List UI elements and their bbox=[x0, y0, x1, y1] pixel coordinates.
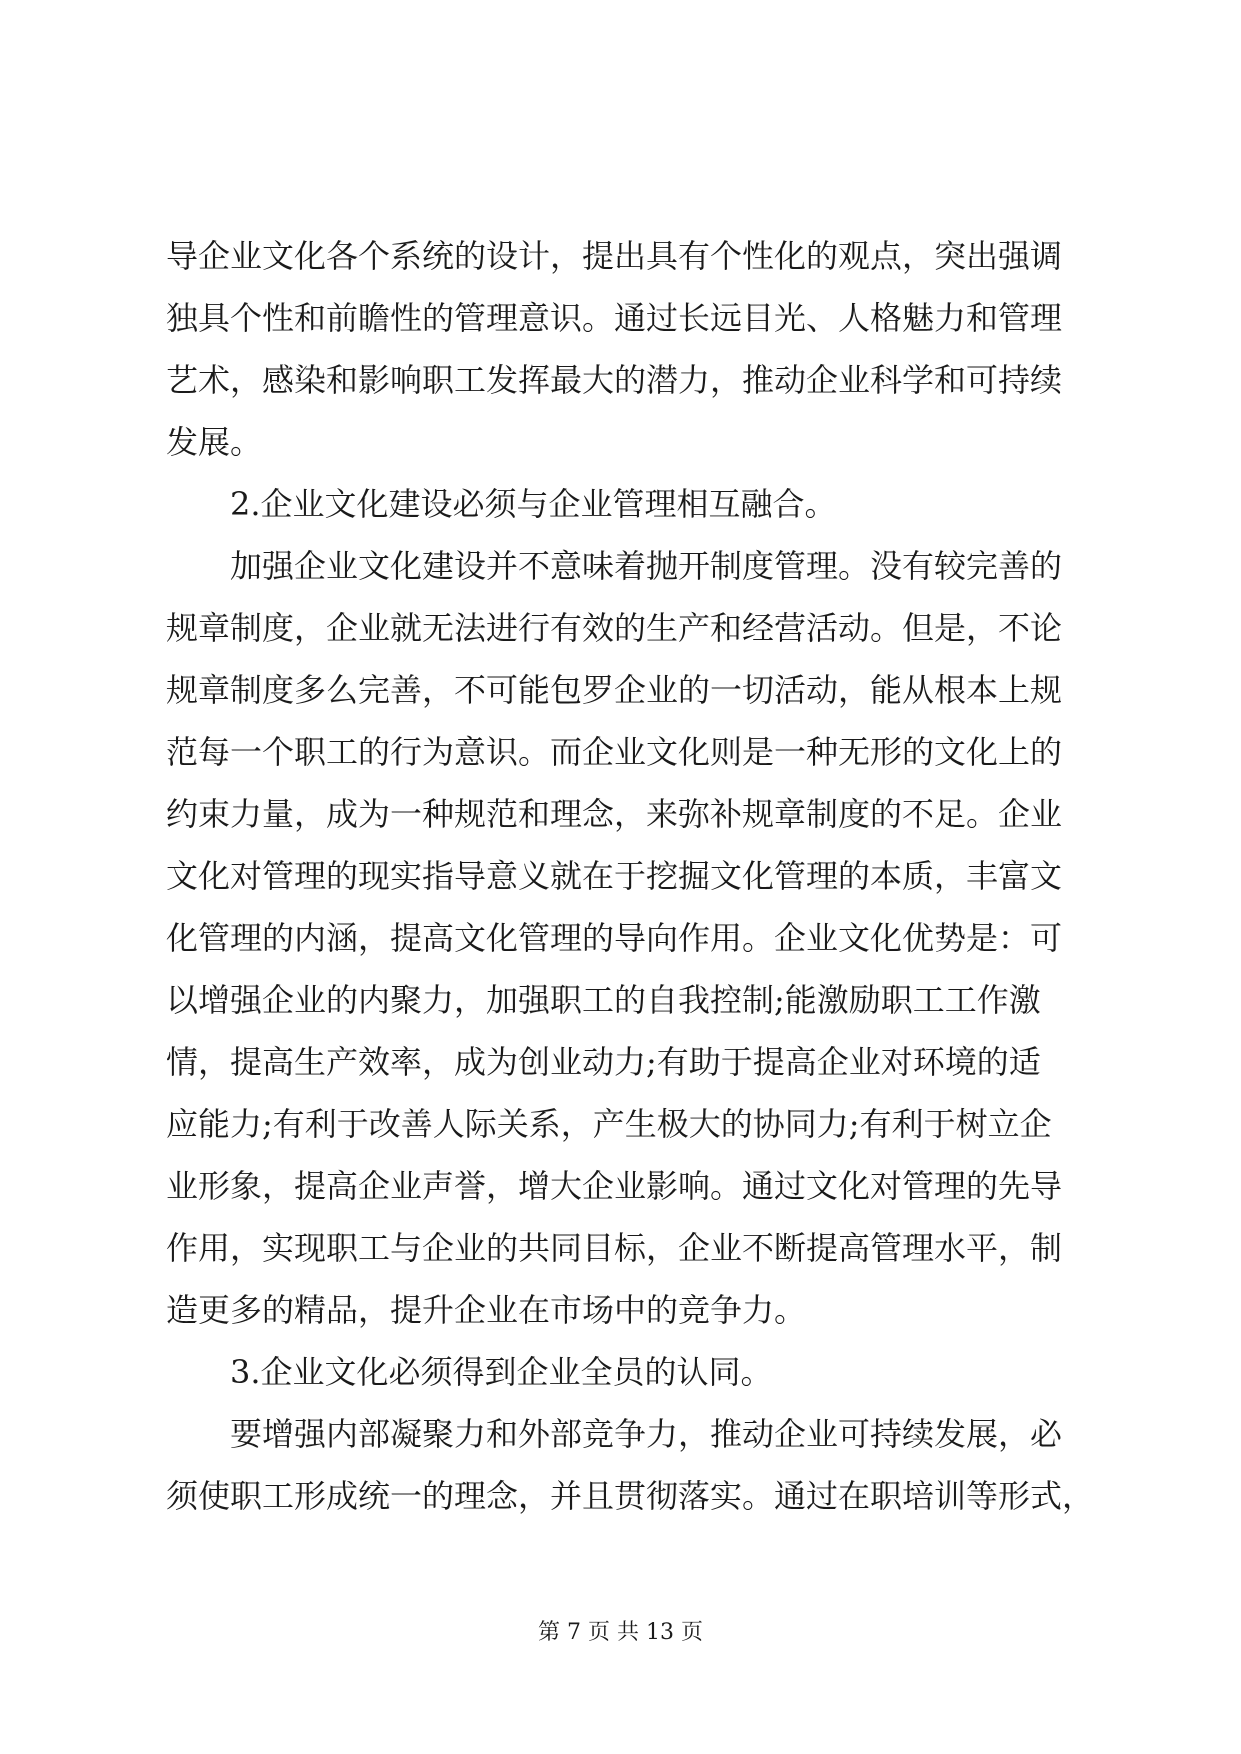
text-line: 艺术，感染和影响职工发挥最大的潜力，推动企业科学和可持续 bbox=[166, 361, 1063, 399]
text-line: 应能力;有利于改善人际关系，产生极大的协同力;有利于树立企 bbox=[166, 1105, 1052, 1143]
text-line: 要增强内部凝聚力和外部竞争力，推动企业可持续发展，必 bbox=[230, 1415, 1063, 1453]
section-heading-3: 3.企业文化必须得到企业全员的认同。 bbox=[230, 1353, 773, 1391]
text-line: 规章制度多么完善，不可能包罗企业的一切活动，能从根本上规 bbox=[166, 671, 1063, 709]
text-line: 范每一个职工的行为意识。而企业文化则是一种无形的文化上的 bbox=[166, 733, 1063, 771]
text-line: 情，提高生产效率，成为创业动力;有助于提高企业对环境的适 bbox=[166, 1043, 1041, 1081]
text-line: 加强企业文化建设并不意味着抛开制度管理。没有较完善的 bbox=[230, 547, 1063, 585]
page-number-footer: 第 7 页 共 13 页 bbox=[538, 1620, 703, 1645]
text-line: 须使职工形成统一的理念，并且贯彻落实。通过在职培训等形式， bbox=[166, 1477, 1095, 1515]
text-line: 造更多的精品，提升企业在市场中的竞争力。 bbox=[166, 1291, 807, 1329]
text-line: 发展。 bbox=[166, 423, 263, 461]
text-line: 文化对管理的现实指导意义就在于挖掘文化管理的本质，丰富文 bbox=[166, 857, 1063, 895]
text-line: 规章制度，企业就无法进行有效的生产和经营活动。但是，不论 bbox=[166, 609, 1063, 647]
text-line: 化管理的内涵，提高文化管理的导向作用。企业文化优势是：可 bbox=[166, 919, 1063, 957]
text-line: 导企业文化各个系统的设计，提出具有个性化的观点，突出强调 bbox=[166, 237, 1063, 275]
text-line: 独具个性和前瞻性的管理意识。通过长远目光、人格魅力和管理 bbox=[166, 299, 1063, 337]
text-line: 作用，实现职工与企业的共同目标，企业不断提高管理水平，制 bbox=[166, 1229, 1063, 1267]
document-body bbox=[166, 225, 1095, 1527]
section-heading-2: 2.企业文化建设必须与企业管理相互融合。 bbox=[230, 485, 837, 523]
text-line: 以增强企业的内聚力，加强职工的自我控制;能激励职工工作激 bbox=[166, 981, 1041, 1019]
text-line: 约束力量，成为一种规范和理念，来弥补规章制度的不足。企业 bbox=[166, 795, 1063, 833]
text-line: 业形象，提高企业声誉，增大企业影响。通过文化对管理的先导 bbox=[166, 1167, 1063, 1205]
